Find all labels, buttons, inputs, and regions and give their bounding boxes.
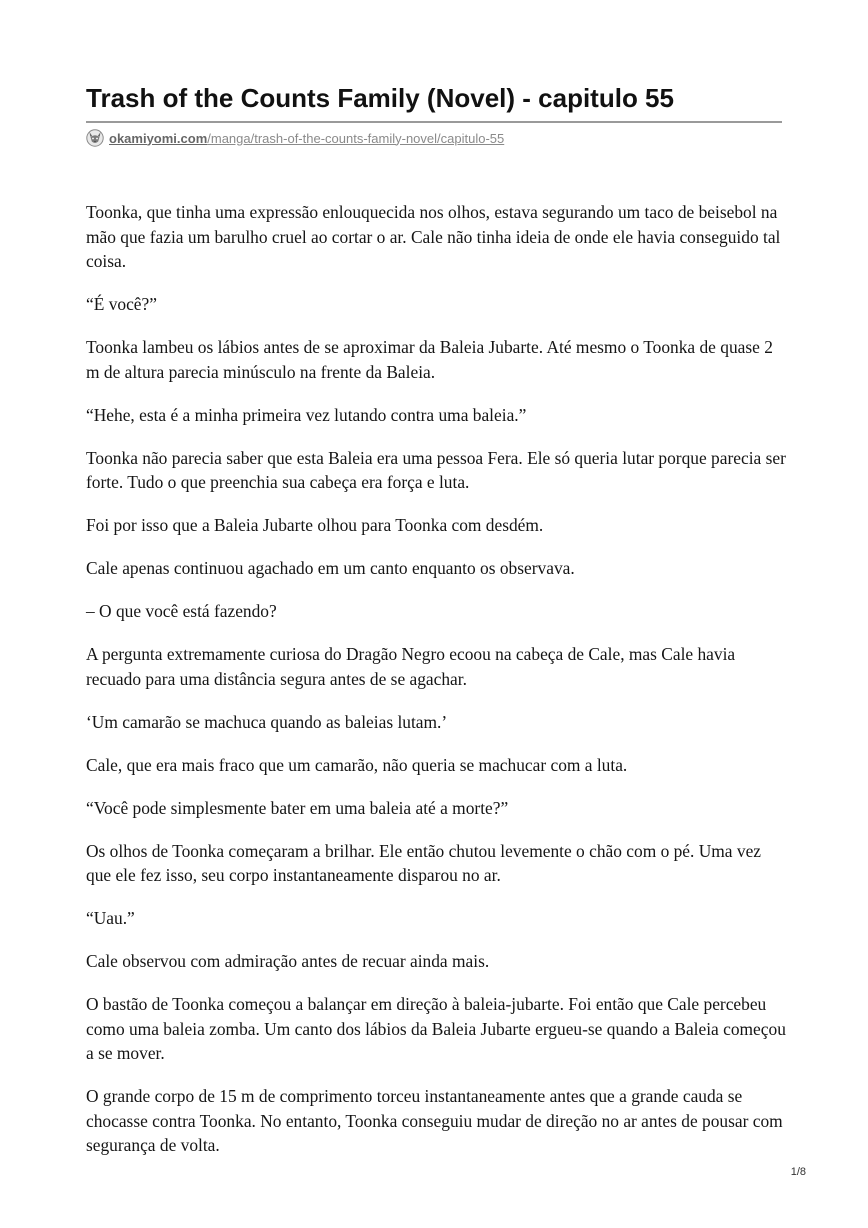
paragraph: “É você?” — [86, 294, 157, 314]
paragraph: Cale, que era mais fraco que um camarão, não queria se machucar com a luta. — [86, 754, 628, 775]
paragraph: Cale apenas continuou agachado em um canto enquanto os observava. — [86, 558, 575, 578]
source-domain[interactable]: okamiyomi.com — [109, 130, 208, 146]
page-title: Trash of the Counts Family (Novel) - capitulo 55 — [86, 83, 674, 113]
paragraph: ‘Um camarão se machuca quando as baleias lutam.’ — [86, 711, 448, 732]
page-number: 1/8 — [790, 1166, 806, 1178]
paragraph: Os olhos de Toonka começaram a brilhar. Ele então chutou levemente o chão com o pé. Uma vez que ele fez isso, seu corpo instantaneamente disparou no ar. — [86, 840, 762, 885]
paragraph: Toonka lambeu os lábios antes de se aproximar da Baleia Jubarte. Até mesmo o Toonka de quase 2 m de altura parecia minúsculo na frente da Baleia. — [86, 337, 773, 382]
wolf-logo-icon — [86, 129, 104, 147]
paragraph: “Você pode simplesmente bater em uma baleia até a morte?” — [86, 797, 509, 818]
paragraph: Toonka não parecia saber que esta Baleia era uma pessoa Fera. Ele só queria lutar porque parecia ser forte. Tudo o que preenchia sua cabeça era força e luta. — [86, 447, 786, 492]
paragraph: O bastão de Toonka começou a balançar em direção à baleia-jubarte. Foi então que Cale percebeu como uma baleia zomba. Um canto dos lábios da Baleia Jubarte ergueu-se quando a Baleia começou a se mover. — [86, 994, 786, 1063]
paragraph: Foi por isso que a Baleia Jubarte olhou para Toonka com desdém. — [86, 515, 544, 535]
title-divider — [86, 121, 782, 123]
paragraph: – O que você está fazendo? — [86, 601, 277, 621]
paragraph: A pergunta extremamente curiosa do Dragão Negro ecoou na cabeça de Cale, mas Cale havia recuado para uma distância segura antes de se agachar. — [86, 644, 736, 689]
paragraph: O grande corpo de 15 m de comprimento torceu instantaneamente antes que a grande cauda se chocasse contra Toonka. No entanto, Toonka conseguiu mudar de direção no ar antes de pousar com segurança de volta. — [86, 1086, 783, 1155]
paragraph: Cale observou com admiração antes de recuar ainda mais. — [86, 951, 490, 971]
paragraph: Toonka, que tinha uma expressão enlouquecida nos olhos, estava segurando um taco de beisebol na mão que fazia um barulho cruel ao cortar o ar. Cale não tinha ideia de onde ele havia conseguido tal coisa. — [86, 202, 781, 271]
chapter-text — [86, 200, 786, 1176]
source-link[interactable] — [86, 128, 504, 148]
paragraph: “Hehe, esta é a minha primeira vez lutando contra uma baleia.” — [86, 404, 527, 425]
source-path[interactable]: /manga/trash-of-the-counts-family-novel/capitulo-55 — [207, 130, 505, 146]
paragraph: “Uau.” — [86, 908, 135, 928]
